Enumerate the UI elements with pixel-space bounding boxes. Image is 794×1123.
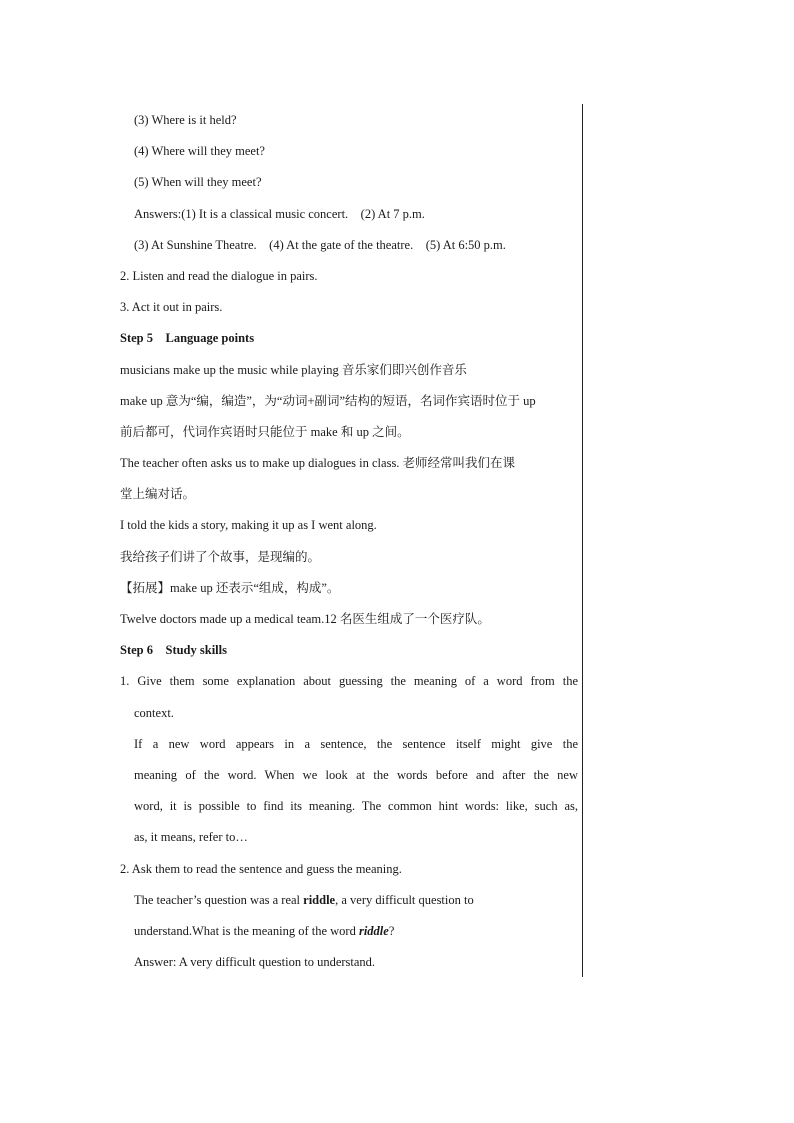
step5-phrase: musicians make up the music while playing 音乐家们即兴创作音乐 (120, 362, 467, 377)
step6-item-2: 2. Ask them to read the sentence and guess the meaning. (120, 861, 402, 876)
example-text-pre: The teacher’s question was a real (134, 892, 304, 907)
step6-paragraph-a: If a new word appears in a sentence, the sentence itself might give the (134, 736, 578, 751)
example2-text-pre: understand.What is the meaning of the word (134, 923, 359, 938)
answers-line-1: Answers:(1) It is a classical music concert. (2) At 7 p.m. (134, 206, 425, 221)
lesson-content (120, 108, 578, 981)
example-word-riddle: riddle (303, 892, 336, 907)
step5-note-a: make up 意为“编，编造”，为“动词+副词”结构的短语，名词作宾语时位于 up (120, 393, 536, 408)
example-text-post: , a very difficult question to (335, 892, 474, 907)
step5-note-b: 前后都可，代词作宾语时只能位于 make 和 up 之间。 (120, 424, 410, 439)
step6-answer: Answer: A very difficult question to understand. (134, 955, 376, 970)
step5-example-1b: 堂上编对话。 (120, 487, 196, 502)
step5-extension: 【拓展】make up 还表示“组成，构成”。 (120, 580, 340, 595)
task-2: 2. Listen and read the dialogue in pairs. (120, 268, 318, 283)
question-4: (4) Where will they meet? (134, 144, 265, 159)
question-3: (3) Where is it held? (134, 113, 237, 127)
example2-text-post: ? (388, 923, 395, 938)
step6-example-line-2 (120, 919, 578, 950)
question-5: (5) When will they meet? (134, 175, 262, 190)
answers-line-2: (3) At Sunshine Theatre. (4) At the gate of the theatre. (5) At 6:50 p.m. (134, 237, 506, 252)
step6-item-1a: 1. Give them some explanation about guessing the meaning of a word from the (120, 674, 578, 689)
step6-paragraph-c: word, it is possible to find its meaning. The common hint words: like, such as, (134, 799, 578, 814)
step5-example-2a: I told the kids a story, making it up as I went along. (120, 518, 377, 533)
step5-example-1a: The teacher often asks us to make up dialogues in class. 老师经常叫我们在课 (120, 456, 516, 471)
step6-item-1b: context. (134, 705, 174, 720)
step6-heading: Step 6 Study skills (120, 643, 227, 658)
example2-word-riddle: riddle (358, 923, 389, 938)
step5-example-3: Twelve doctors made up a medical team.12 名医生组成了一个医疗队。 (120, 612, 490, 626)
step5-heading: Step 5 Language points (120, 331, 255, 346)
task-3: 3. Act it out in pairs. (120, 300, 223, 315)
step6-example-line-1 (120, 888, 578, 919)
step6-paragraph-b: meaning of the word. When we look at the words before and after the new (134, 767, 578, 782)
step6-paragraph-d: as, it means, refer to… (134, 830, 248, 845)
table-border-line (582, 104, 583, 977)
step5-example-2b: 我给孩子们讲了个故事，是现编的。 (120, 549, 321, 564)
